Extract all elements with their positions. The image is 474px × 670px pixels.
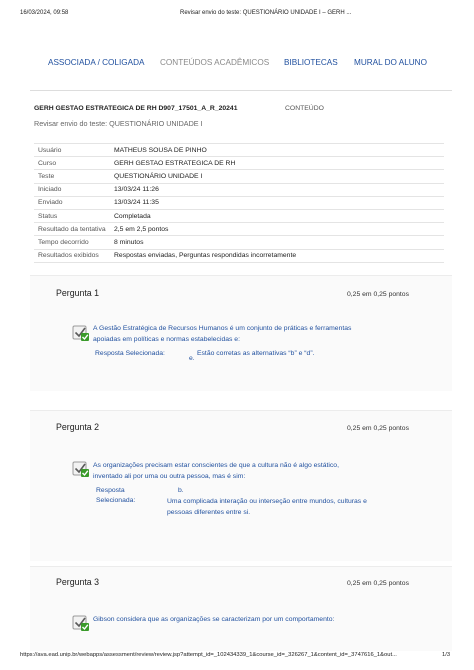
divider [30, 90, 452, 91]
answer-label: Resposta [96, 487, 125, 494]
correct-check-icon [72, 324, 90, 342]
info-value: 2,5 em 2,5 pontos [110, 223, 444, 236]
tab-conteudos-academicos[interactable]: CONTEÚDOS ACADÊMICOS [160, 58, 270, 67]
page-title: Revisar envio do teste: QUESTIONÁRIO UNIDADE I [34, 119, 203, 128]
info-label: Status [34, 209, 110, 222]
info-label: Resultados exibidos [34, 249, 110, 262]
attempt-info-table [34, 143, 444, 263]
question-title: Pergunta 1 [56, 288, 100, 298]
answer-label: Selecionada: [96, 497, 136, 504]
print-url: https://ava.ead.unip.br/webapps/assessment/review/review.jsp?attempt_id=_102434339_1&course_id=_326267_1&content_id=_3747616_1&out... [20, 652, 397, 658]
info-value: 13/03/24 11:26 [110, 183, 444, 196]
info-value: Completada [110, 209, 444, 222]
question-text-line: Gibson considera que as organizações se caracterizam por um comportamento: [93, 616, 335, 623]
info-value: QUESTIONÁRIO UNIDADE I [110, 170, 444, 183]
info-row [34, 170, 444, 183]
info-label: Enviado [34, 196, 110, 209]
info-value: 8 minutos [110, 236, 444, 249]
info-value: MATHEUS SOUSA DE PINHO [110, 144, 444, 157]
question-text [93, 460, 339, 482]
answer-line: pessoas diferentes entre si. [167, 508, 251, 516]
print-datetime: 16/03/2024, 09:58 [20, 10, 69, 16]
tab-associada-coligada[interactable]: ASSOCIADA / COLIGADA [48, 58, 145, 67]
question-score: 0,25 em 0,25 pontos [347, 291, 409, 298]
info-label: Iniciado [34, 183, 110, 196]
info-row [34, 157, 444, 170]
info-label: Usuário [34, 144, 110, 157]
info-label: Teste [34, 170, 110, 183]
question-text-line: inventado ali por uma ou outra pessoa, mas é sim: [93, 473, 246, 480]
answer-label: Resposta Selecionada: [95, 350, 165, 357]
selected-answer [167, 497, 367, 518]
info-value: GERH GESTAO ESTRATEGICA DE RH [110, 157, 444, 170]
correct-check-icon [72, 460, 90, 478]
print-page-number: 1/3 [442, 652, 451, 658]
breadcrumb-conteudo[interactable]: CONTEÚDO [285, 105, 324, 112]
question-text-line: A Gestão Estratégica de Recursos Humanos é um conjunto de práticas e ferramentas [93, 325, 352, 332]
info-row [34, 249, 444, 262]
info-value: 13/03/24 11:35 [110, 196, 444, 209]
tab-bibliotecas[interactable]: BIBLIOTECAS [284, 58, 338, 67]
info-label: Resultado da tentativa [34, 223, 110, 236]
question-score: 0,25 em 0,25 pontos [347, 425, 409, 432]
info-label: Tempo decorrido [34, 236, 110, 249]
course-title[interactable]: GERH GESTAO ESTRATEGICA DE RH D907_17501_A_R_20241 [34, 105, 238, 112]
question-title: Pergunta 3 [56, 577, 100, 587]
question-title: Pergunta 2 [56, 422, 100, 432]
question-score: 0,25 em 0,25 pontos [347, 580, 409, 587]
correct-check-icon [72, 614, 90, 632]
selected-answer: Estão corretas as alternativas “b” e “d”. [197, 350, 315, 357]
print-page-title: Revisar envio do teste: QUESTIONÁRIO UNIDADE I – GERH ... [180, 10, 352, 16]
info-row [34, 223, 444, 236]
info-value: Respostas enviadas, Perguntas respondidas incorretamente [110, 249, 444, 262]
info-row [34, 209, 444, 222]
info-row [34, 183, 444, 196]
info-row [34, 196, 444, 209]
question-text [93, 614, 334, 625]
answer-line: Uma complicada interação ou interseção entre mundos, culturas e [167, 498, 367, 505]
question-text-line: apoiadas em políticas e normas estabelecidas e: [93, 336, 240, 343]
info-row [34, 144, 444, 157]
answer-letter: e. [189, 355, 195, 362]
tab-mural-do-aluno[interactable]: MURAL DO ALUNO [354, 58, 427, 67]
question-card [30, 410, 452, 561]
info-row [34, 236, 444, 249]
info-label: Curso [34, 157, 110, 170]
answer-letter: b. [178, 487, 184, 494]
question-text [93, 323, 351, 345]
question-text-line: As organizações precisam estar conscientes de que a cultura não é algo estático, [93, 462, 339, 469]
